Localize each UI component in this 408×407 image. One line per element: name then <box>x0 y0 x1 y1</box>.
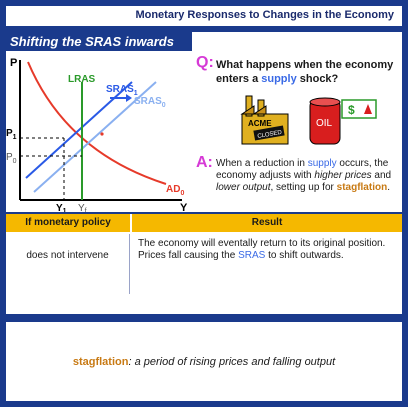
definition-panel <box>6 322 402 401</box>
question-letter: Q: <box>196 54 214 71</box>
old-equilibrium-dot <box>100 132 103 135</box>
policy-table <box>6 214 402 314</box>
question-text: What happens when the economy enters a supply shock? <box>216 59 394 85</box>
p0-label: $P_0$ <box>6 152 17 165</box>
qa-panel <box>194 52 402 212</box>
oil-barrel-icon <box>310 98 340 144</box>
table-cell-condition: does not intervene <box>6 234 130 294</box>
svg-text:OIL: OIL <box>316 118 333 129</box>
section-title-bar <box>6 32 192 51</box>
table-cell-result: The economy will eventally return to its original position. Prices fall causing the SRAS to shift outwards. <box>138 238 386 261</box>
price-up-arrow-icon <box>342 100 376 118</box>
table-header-condition: If monetary policy <box>6 214 130 232</box>
sras0-label: $SRAS_0$ <box>134 96 166 109</box>
header-bar <box>6 6 402 26</box>
svg-text:ACME: ACME <box>248 119 272 128</box>
shift-arrow-head <box>126 94 132 102</box>
sras1-label: $SRAS_1$ <box>106 84 138 97</box>
supply-shock-illustration <box>238 92 388 148</box>
sras-graph <box>6 52 196 212</box>
answer-text: When a reduction in supply occurs, the economy adjusts with higher prices and lower output, setting up for stagflation. <box>216 158 392 193</box>
table-header-result: Result <box>132 214 402 232</box>
y1-label: $Y_1$ <box>56 203 67 212</box>
y-axis-label: P <box>10 57 18 69</box>
svg-text:$: $ <box>348 103 355 117</box>
ad-curve <box>28 62 166 184</box>
ad-label: $AD_0$ <box>166 184 185 197</box>
definition-text: stagflation: a period of rising prices and falling output <box>72 356 336 368</box>
lras-label: LRAS <box>68 74 96 85</box>
section-title: Shifting the SRAS inwards <box>10 34 174 49</box>
factory-icon <box>242 96 288 144</box>
answer-letter: A: <box>196 154 213 171</box>
yf-label: $Y_f$ <box>78 203 87 212</box>
definition-term: stagflation <box>72 356 129 368</box>
p1-label: $P_1$ <box>6 128 17 141</box>
x-axis-label: Y <box>180 202 188 212</box>
svg-text:CLOSED: CLOSED <box>257 129 283 141</box>
sras1-line <box>26 82 132 178</box>
header-title: Monetary Responses to Changes in the Economy <box>135 9 394 21</box>
main-panel <box>6 32 402 212</box>
